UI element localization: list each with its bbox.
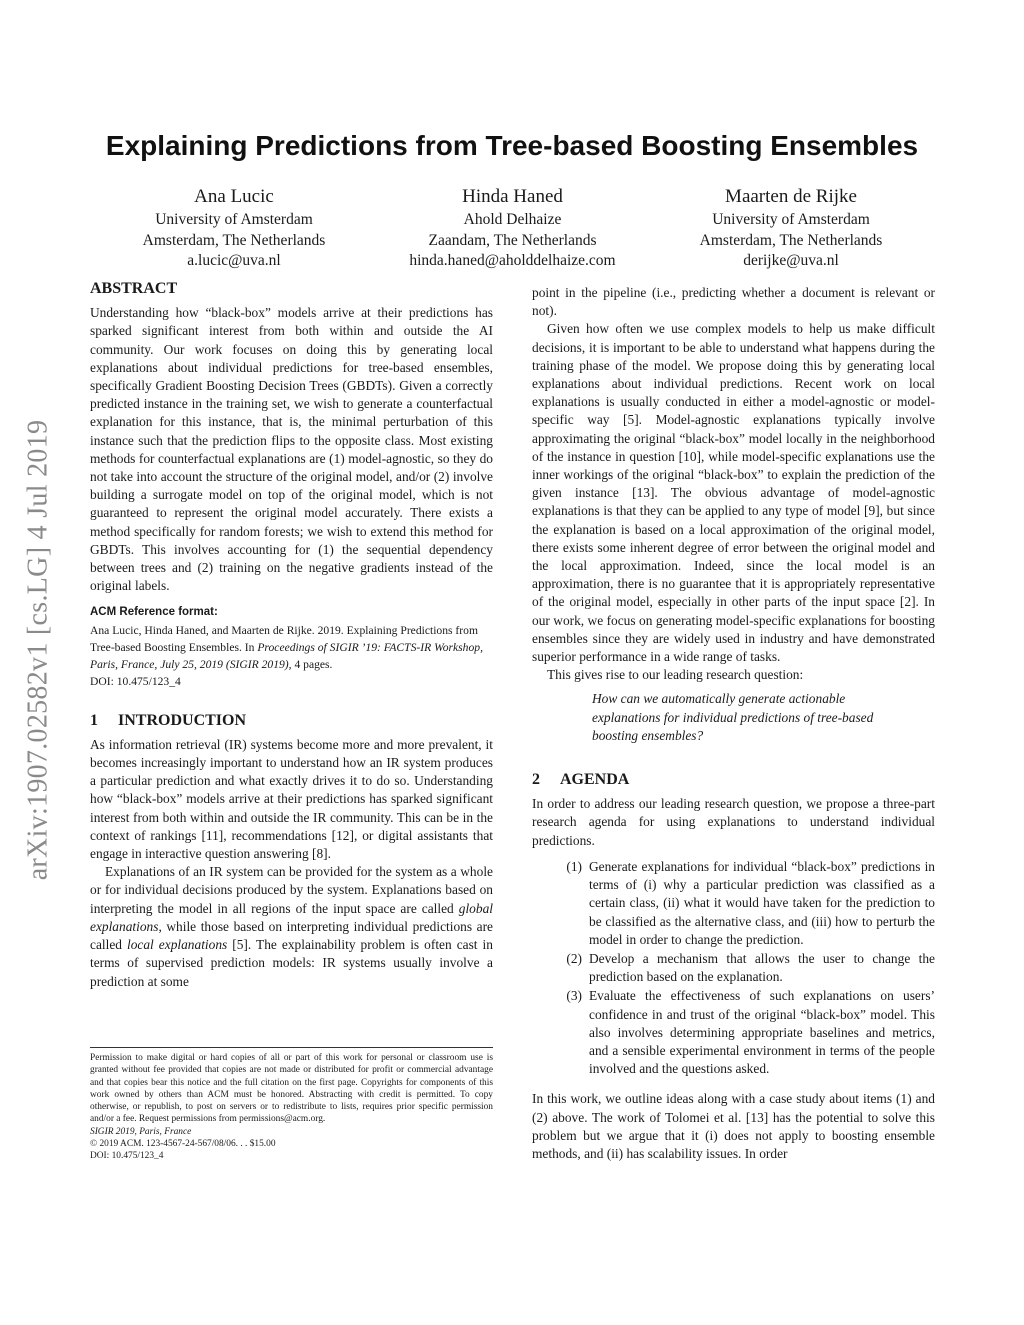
footnote-venue: SIGIR 2019, Paris, France [90,1126,192,1137]
footnote-rule [90,1047,493,1048]
author-affiliation: Ahold Delhaize [463,211,562,228]
author-location: Amsterdam, The Netherlands [142,231,326,249]
agenda-item [532,950,935,986]
agenda-item-number: (2) [566,950,582,966]
agenda-item-text: Generate explanations for individual “black-box” predictions in terms of (i) why a particular prediction was classified as a certain class, (ii) what it would have taken for the prediction to be classified as the alternative class, and (iii) how to perturb the model in order to change the prediction. [589,858,935,947]
footnote [90,1047,493,1163]
left-column [90,280,493,991]
agenda-item-text: Develop a mechanism that allows the user to change the prediction based on the explanation. [589,950,935,985]
acm-reference-venue: Proceedings of SIGIR ’19: FACTS-IR Workshop, Paris, France, July 25, 2019 (SIGIR 2019), [90,640,483,671]
intro-p2-text-b: , while those based on interpreting individual predictions are called [90,918,493,953]
agenda-closing: In this work, we outline ideas along with a case study about items (1) and (2) above. The work of Tolomei et al. [13] has the potential to solve this problem but we argue that it (i) does not apply to boosting ensemble methods, and (ii) has scalability issues. In order [532,1091,935,1161]
author-affiliation: University of Amsterdam [712,211,870,228]
intro-paragraph-2 [90,863,493,990]
author-affiliation: University of Amsterdam [155,211,313,228]
term-local-explanations: local explanations [127,937,228,953]
agenda-item [532,987,935,1078]
author-name: Maarten de Rijke [725,186,857,207]
author-email[interactable]: derijke@uva.nl [743,252,839,269]
acm-reference-doi: DOI: 10.475/123_4 [90,674,181,688]
agenda-list [532,858,935,1078]
intro-p2-text-a: Explanations of an IR system can be provided for the system as a whole or for individual decisions produced by the system. Explanations based on interpreting the model in all regions of the input space are called [90,864,493,916]
research-question: How can we automatically generate actionable explanations for individual predictions of tree-based boosting ensembles? [592,691,874,743]
term-global-explanations: global explanations [90,900,493,934]
author-location: Zaandam, The Netherlands [428,231,597,249]
author-email[interactable]: hinda.haned@aholddelhaize.com [409,252,616,269]
intro-paragraph-1: As information retrieval (IR) systems become more and more prevalent, it becomes increasingly important to understand how an IR system produces a particular prediction and what exactly drives it to do so. Understanding how “black-box” models arrive at their predictions has sparked significant interest from both within and outside the IR community. This can be in the context of rankings [11], recommendations [12], or digital assistants that engage in interactive question answering [8]. [90,736,493,862]
agenda-item-number: (1) [566,858,582,874]
acm-reference-authors: Ana Lucic, Hinda Haned, and Maarten de Rijke. 2019. Explaining Predictions from Tree-based Boosting Ensembles. In [90,623,478,654]
section-heading-agenda [532,771,935,789]
intro-paragraph-4: This gives rise to our leading research question: [547,667,804,683]
acm-reference-heading: ACM Reference format: [90,606,218,619]
acm-reference-pages: 4 pages. [291,657,333,671]
intro-continuation: point in the pipeline (i.e., predicting whether a document is relevant or not). [532,285,935,319]
paper-title: Explaining Predictions from Tree-based Boosting Ensembles [105,130,919,161]
author-name: Hinda Haned [462,186,563,207]
arxiv-id: arXiv:1907.02582v1 [cs.LG] 4 Jul 2019 [22,419,54,881]
section-heading-introduction [90,712,493,730]
intro-p2-text-c: [5]. The explainability problem is often cast in terms of supervised prediction models: IR systems usually involve a prediction at some [90,937,493,989]
intro-paragraph-3: Given how often we use complex models to help us make difficult decisions, it is important to be able to understand what happens during the training phase of the model. We propose doing this by generating local explanations about individual predictions. Recent work on local explanations is usually conducted in either a model-agnostic or model-specific way [5]. Model-agnostic explanations typically involve approximating the original “black-box” model locally in the neighborhood of the instance in question [10], while model-specific explanations use the inner workings of the original “black-box” to explain the prediction of the given instance [13]. The obvious advantage of model-agnostic explanations is that they can be applied to any type of model [9], but since the explanation is based on a local approximation of the original model, there exists some inherent degree of error between the original model and the local approximation. Indeed, since the local model is an approximation, there is no guarantee that it is appropriately representative of the original model, especially in other parts of the input space [2]. In our work, we focus on generating model-specific explanations for boosting ensembles since they are widely used in industry and have demonstrated superior performance in a wide range of tasks. [532,321,935,665]
arxiv-stamp [20,360,56,940]
right-column [532,284,935,1163]
agenda-item-text: Evaluate the effectiveness of such explanations on users’ confidence in and trust of the original “black-box” model. This also involves determining appropriate baselines and metrics, and a sensible experimental environment in terms of the people involved and the questions asked. [589,988,935,1077]
footnote-copyright: © 2019 ACM. 123-4567-24-567/08/06. . . $15.00 [90,1139,276,1150]
agenda-item [532,858,935,949]
section-number: 2 [532,771,540,789]
author-name: Ana Lucic [194,186,274,207]
author-1 [95,184,373,272]
author-3 [652,184,930,272]
permission-notice: Permission to make digital or hard copies of all or part of this work for personal or classroom use is granted without fee provided that copies are not made or distributed for profit or commercial advantage and that copies bear this notice and the full citation on the first page. Copyrights for components of this work owned by others than ACM must be honored. Abstracting with credit is permitted. To copy otherwise, or republish, to post on servers or to redistribute to lists, requires prior specific permission and/or a fee. Request permissions from permissions@acm.org. [90,1053,493,1125]
section-title: INTRODUCTION [118,711,247,729]
abstract-text: Understanding how “black-box” models arrive at their predictions has sparked significant interest from both within and outside the AI community. Our work focuses on doing this by generating local explanations about individual predictions for tree-based ensembles, specifically Gradient Boosting Decision Trees (GBDTs). Given a correctly predicted instance in the training set, we wish to generate a counterfactual explanation for this instance, that is, the minimal perturbation of this instance such that the prediction flips to the opposite class. Most existing methods for counterfactual explanations are (1) model-agnostic, so they do not take into account the structure of the original model, and/or (2) involve building a surrogate model on top of the original model, which is not guaranteed to represent the original model accurately. There exists a method specifically for random forests; we wish to extend this method for GBDTs. This involves accounting for (1) the sequential dependency between trees and (2) training on the negative gradients instead of the original labels. [90,305,493,594]
agenda-item-number: (3) [566,988,582,1004]
acm-reference-text [90,622,493,690]
author-location: Amsterdam, The Netherlands [699,231,883,249]
author-email[interactable]: a.lucic@uva.nl [187,252,281,269]
footnote-doi: DOI: 10.475/123_4 [90,1151,164,1162]
agenda-intro: In order to address our leading research question, we propose a three-part research agenda for using explanations to understand individual predictions. [532,796,935,848]
section-title: AGENDA [560,771,630,789]
author-2 [374,184,652,272]
abstract-heading: ABSTRACT [90,280,178,297]
author-block [95,184,930,272]
section-number: 1 [90,711,98,729]
